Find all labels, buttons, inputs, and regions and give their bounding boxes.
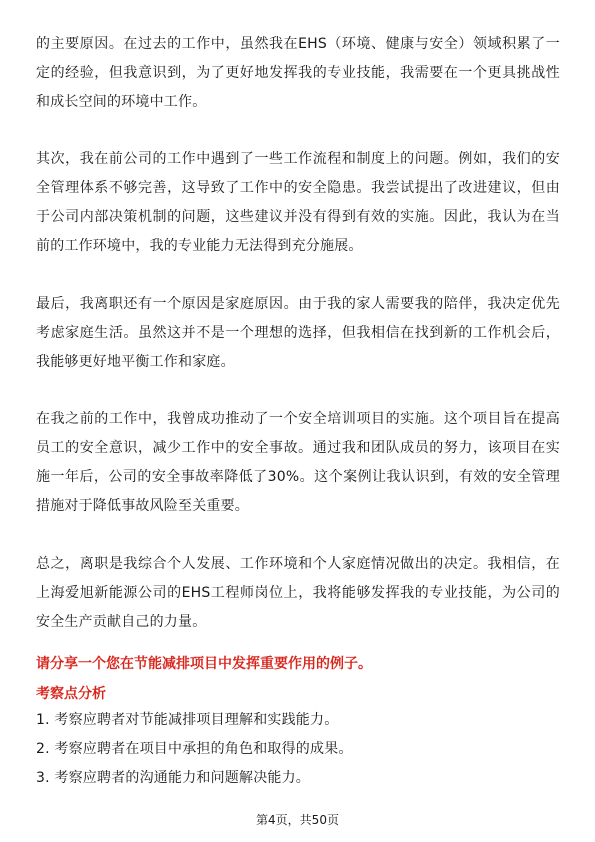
list-item: 1. 考察应聘者对节能减排项目理解和实践能力。 [36,712,339,728]
analysis-list [36,706,560,793]
page-number: 第4页，共50页 [256,813,339,827]
list-item: 2. 考察应聘者在项目中承担的角色和取得的成果。 [36,741,353,757]
paragraph-reason-workflow: 其次，我在前公司的工作中遇到了一些工作流程和制度上的问题。例如，我们的安全管理体系不够完善，这导致了工作中的安全隐患。我尝试提出了改进建议，但由于公司内部决策机制的问题，这些建议并没有得到有效的实施。因此，我认为在当前的工作环境中，我的专业能力无法得到充分施展。 [36,151,560,254]
list-item: 3. 考察应聘者的沟通能力和问题解决能力。 [36,770,311,786]
analysis-heading: 考察点分析 [36,686,106,702]
paragraph-conclusion: 总之，离职是我综合个人发展、工作环境和个人家庭情况做出的决定。我相信，在上海爱旭新能源公司的EHS工程师岗位上，我将能够发挥我的专业技能，为公司的安全生产贡献自己的力量。 [36,556,560,630]
paragraph-reason-growth: 的主要原因。在过去的工作中，虽然我在EHS（环境、健康与安全）领域积累了一定的经验，但我意识到，为了更好地发挥我的专业技能，我需要在一个更具挑战性和成长空间的环境中工作。 [36,36,560,110]
paragraph-safety-training-case: 在我之前的工作中，我曾成功推动了一个安全培训项目的实施。这个项目旨在提高员工的安全意识，减少工作中的安全事故。通过我和团队成员的努力，该项目在实施一年后，公司的安全事故率降低了30%。这个案例让我认识到，有效的安全管理措施对于降低事故风险至关重要。 [36,411,560,514]
paragraph-reason-family: 最后，我离职还有一个原因是家庭原因。由于我的家人需要我的陪伴，我决定优先考虑家庭生活。虽然这并不是一个理想的选择，但我相信在找到新的工作机会后，我能够更好地平衡工作和家庭。 [36,296,560,370]
interview-question: 请分享一个您在节能减排项目中发挥重要作用的例子。 [36,656,372,672]
